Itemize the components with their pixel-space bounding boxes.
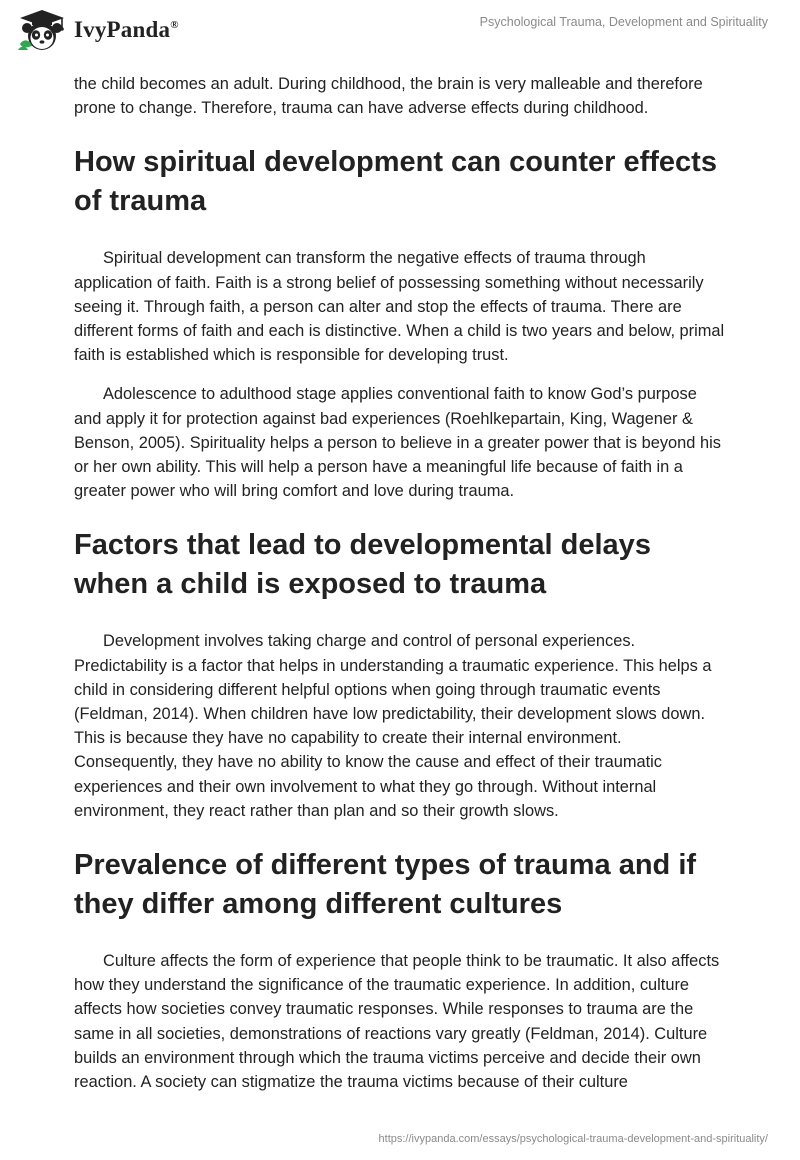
document-title: Psychological Trauma, Development and Spirituality — [479, 15, 768, 29]
registered-mark: ® — [170, 19, 179, 31]
ivypanda-logo[interactable] — [16, 8, 179, 52]
brand-name — [74, 17, 179, 43]
footer-url-link[interactable]: https://ivypanda.com/essays/psychological-trauma-development-and-spirituality/ — [378, 1133, 768, 1145]
paragraph: Culture affects the form of experience that people think to be traumatic. It also affects how they understand the significance of the traumatic experience. In addition, culture affects how societies convey traumatic responses. While responses to trauma are the same in all societies, demonstrations of reactions vary greatly (Feldman, 2014). Culture builds an environment through which the trauma victims perceive and decide their own reaction. A society can stigmatize the trauma victims because of their culture — [74, 952, 720, 1092]
panda-graduate-logo-icon — [16, 8, 68, 52]
essay-content — [74, 72, 726, 1109]
paragraph: Adolescence to adulthood stage applies conventional faith to know God’s purpose and apply it for protection against bad experiences (Roehlkepartain, King, Wagener & Benson, 2005). Spirituality helps a person to believe in a greater power that is beyond his or her own ability. This will help a person have a meaningful life because of faith in a greater power who will bring comfort and love during trauma. — [74, 385, 721, 501]
section-heading-developmental-delays: Factors that lead to developmental delays when a child is exposed to trauma — [74, 529, 651, 601]
paragraph: Development involves taking charge and control of personal experiences. Predictability is a factor that helps in understanding a traumatic experience. This helps a child in considering different helpful options when going through traumatic events (Feldman, 2014). When children have low predictability, their development slows down. This is because they have no capability to create their internal environment. Consequently, they have no ability to know the cause and effect of their traumatic experiences and their own involvement to what they go through. Without internal environment, they react rather than plan and so their growth slows. — [74, 632, 712, 820]
section-heading-spiritual-development: How spiritual development can counter effects of trauma — [74, 146, 717, 218]
paragraph-continued: the child becomes an adult. During childhood, the brain is very malleable and therefore prone to change. Therefore, trauma can have adverse effects during childhood. — [74, 75, 703, 118]
brand-name-text: IvyPanda — [74, 17, 171, 42]
page-header — [0, 0, 800, 66]
paragraph: Spiritual development can transform the negative effects of trauma through application of faith. Faith is a strong belief of possessing something without necessarily seeing it. Through faith, a person can alter and stop the effects of trauma. There are different forms of faith and each is distinctive. When a child is two years and below, primal faith is established which is responsible for developing trust. — [74, 249, 725, 365]
section-heading-prevalence-cultures: Prevalence of different types of trauma and if they differ among different cultures — [74, 849, 697, 921]
